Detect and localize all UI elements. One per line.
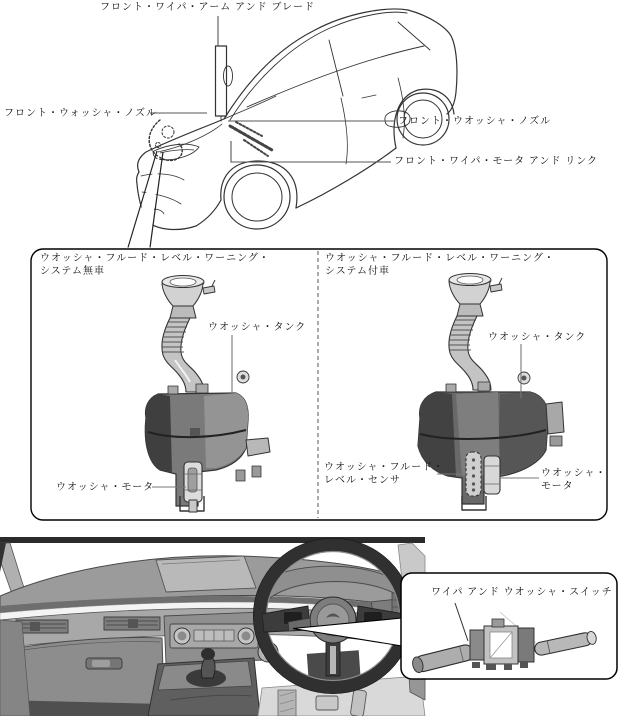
label-front-washer-nozzle-left: フロント・ウォッシャ・ノズル — [4, 108, 157, 119]
washer-nozzle-dotted — [149, 120, 182, 160]
label-washer-motor-right — [541, 467, 607, 493]
label-washer-fluid-level-sensor — [324, 461, 444, 487]
panel-left-title — [40, 252, 270, 278]
brake-pedal — [316, 696, 338, 710]
panel-right-title — [325, 252, 555, 278]
label-wiper-washer-switch: ワイパ アンド ウオッシャ・スイッチ — [431, 587, 613, 598]
label-washer-tank-right: ウオッシャ・タンク — [488, 332, 587, 343]
motor-right-label-line1: ウオッシャ・ — [541, 468, 607, 479]
sensor-label-line1: ウオッシャ・フルード・ — [324, 462, 445, 473]
car-to-panel-wedge — [128, 151, 163, 248]
label-front-wiper-motor-link: フロント・ワイパ・モータ アンド リンク — [394, 156, 599, 167]
climate-controls — [170, 624, 258, 648]
motor-right-label-line2: モータ — [541, 481, 574, 492]
steering-wheel — [254, 539, 413, 694]
label-front-washer-nozzle-right: フロント・ウオッシャ・ノズル — [398, 116, 552, 127]
label-front-wiper-arm-blade: フロント・ワイパ・アーム アンド ブレード — [100, 2, 315, 13]
top-leader-lines — [150, 16, 395, 162]
label-washer-tank-left: ウオッシャ・タンク — [208, 322, 307, 333]
panel-right-title-line2: システム付車 — [325, 266, 390, 277]
panel-right-title-line1: ウオッシャ・フルード・レベル・ワーニング・ — [325, 253, 555, 264]
panel-left-title-line2: システム無車 — [40, 266, 105, 277]
sensor-label-line2: レベル・センサ — [324, 475, 401, 486]
glovebox — [6, 638, 164, 711]
panel-left-title-line1: ウオッシャ・フルード・レベル・ワーニング・ — [40, 253, 270, 264]
label-washer-motor-left: ウオッシャ・モータ — [56, 482, 155, 493]
